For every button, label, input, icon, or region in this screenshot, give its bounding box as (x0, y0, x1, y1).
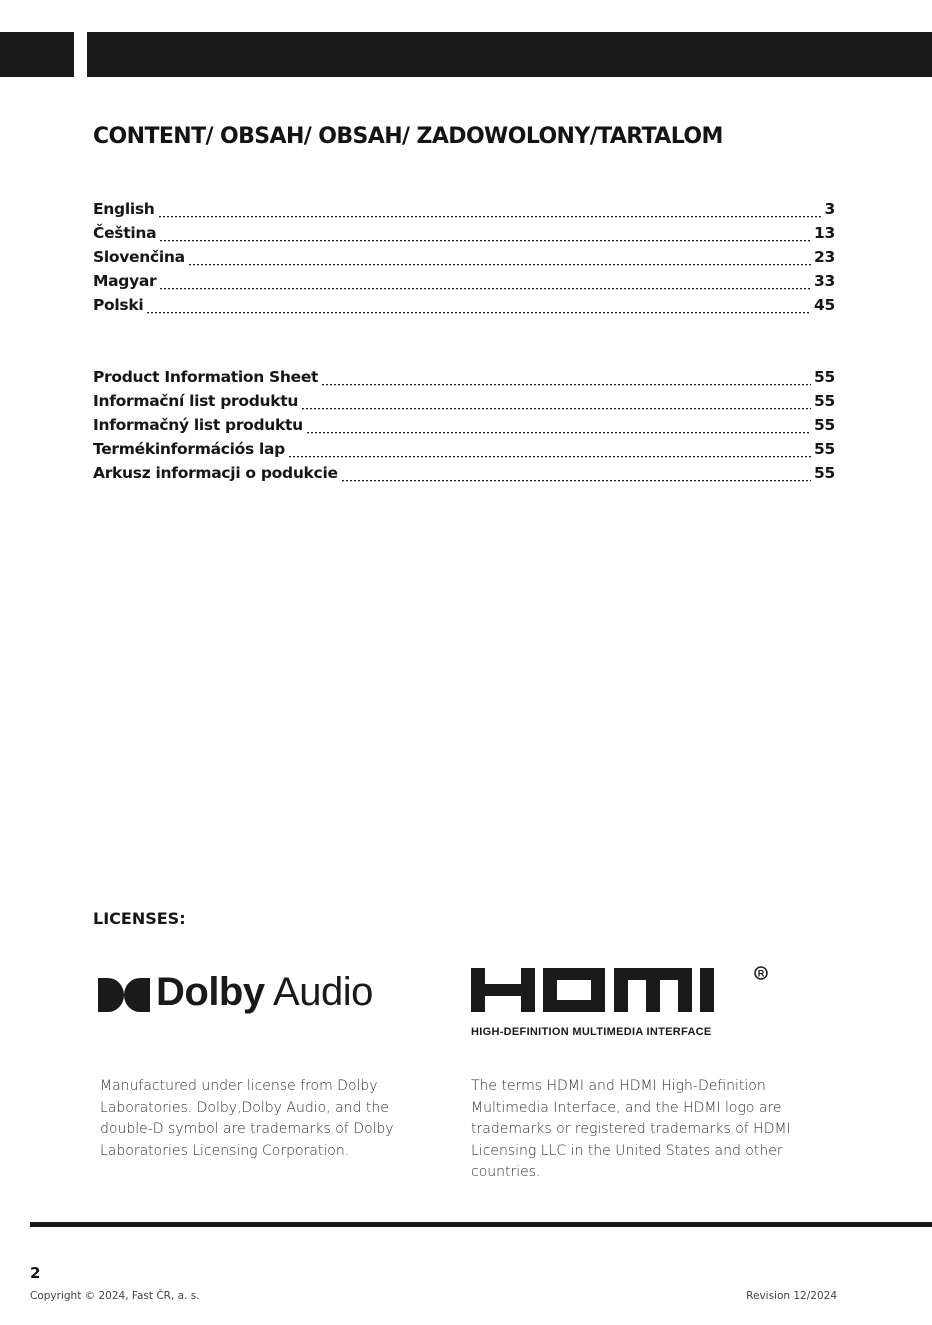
toc-entry[interactable] (93, 368, 835, 392)
toc-entry-page: 23 (814, 248, 835, 266)
toc-leader-dots (301, 408, 811, 411)
dolby-license-text: Manufactured under license from Dolby Laboratories. Dolby,Dolby Audio, and the double-D symbol are trademarks of Dolby Laboratories Licensing Corporation. (100, 1078, 394, 1159)
toc-entry[interactable] (93, 296, 835, 320)
toc-entry-page: 55 (814, 464, 835, 482)
copyright-text: Copyright © 2024, Fast ČR, a. s. (30, 1290, 200, 1302)
dolby-audio-logo (98, 970, 398, 1022)
toc-entry[interactable] (93, 392, 835, 416)
toc-languages (93, 200, 835, 320)
toc-entry-page: 55 (814, 392, 835, 410)
toc-product-info (93, 368, 835, 488)
svg-text:R: R (757, 968, 765, 979)
hdmi-logo (471, 965, 771, 1015)
toc-entry[interactable] (93, 248, 835, 272)
toc-leader-dots (288, 456, 811, 459)
hdmi-license-text: The terms HDMI and HDMI High-Definition Multimedia Interface, and the HDMI logo are trademarks or registered trademarks of HDMI Licensing LLC in the United States and other countries. (471, 1078, 791, 1180)
toc-leader-dots (321, 384, 811, 387)
toc-entry-page: 45 (814, 296, 835, 314)
toc-entry[interactable] (93, 440, 835, 464)
toc-entry-label: Slovenčina (93, 248, 185, 266)
hdmi-subtitle: HIGH-DEFINITION MULTIMEDIA INTERFACE (471, 1026, 712, 1038)
toc-entry-page: 55 (814, 416, 835, 434)
toc-entry[interactable] (93, 416, 835, 440)
header-bar-left (0, 32, 74, 77)
toc-entry-page: 33 (814, 272, 835, 290)
toc-entry-label: Čeština (93, 224, 157, 242)
toc-entry[interactable] (93, 272, 835, 296)
toc-entry-page: 3 (824, 200, 835, 218)
header-bar-right (87, 32, 932, 77)
dolby-wordmark-light: Audio (273, 970, 373, 1014)
toc-entry-label: Product Information Sheet (93, 368, 319, 386)
toc-leader-dots (188, 264, 811, 267)
dolby-wordmark-bold: Dolby (156, 970, 265, 1014)
toc-entry-label: Polski (93, 296, 144, 314)
toc-entry-page: 55 (814, 368, 835, 386)
toc-leader-dots (159, 288, 811, 291)
toc-leader-dots (146, 312, 811, 315)
toc-entry[interactable] (93, 200, 835, 224)
revision-text: Revision 12/2024 (746, 1290, 837, 1302)
toc-entry-label: Magyar (93, 272, 157, 290)
toc-leader-dots (159, 240, 811, 243)
toc-leader-dots (341, 480, 811, 483)
toc-entry-label: English (93, 200, 155, 218)
dolby-double-d-icon (98, 978, 150, 1012)
toc-entry[interactable] (93, 224, 835, 248)
toc-leader-dots (158, 216, 822, 219)
toc-entry-label: Arkusz informacji o podukcie (93, 464, 338, 482)
licenses-heading: LICENSES: (93, 909, 186, 928)
page-number: 2 (30, 1264, 41, 1282)
toc-entry-page: 13 (814, 224, 835, 242)
toc-entry[interactable] (93, 464, 835, 488)
toc-entry-label: Informační list produktu (93, 392, 299, 410)
footer-divider (30, 1222, 932, 1227)
toc-entry-label: Informačný list produktu (93, 416, 303, 434)
toc-entry-label: Termékinformációs lap (93, 440, 285, 458)
page-title: CONTENT/ OBSAH/ OBSAH/ ZADOWOLONY/TARTALOM (93, 124, 723, 149)
toc-leader-dots (306, 432, 811, 435)
dolby-wordmark (156, 970, 373, 1015)
toc-entry-page: 55 (814, 440, 835, 458)
